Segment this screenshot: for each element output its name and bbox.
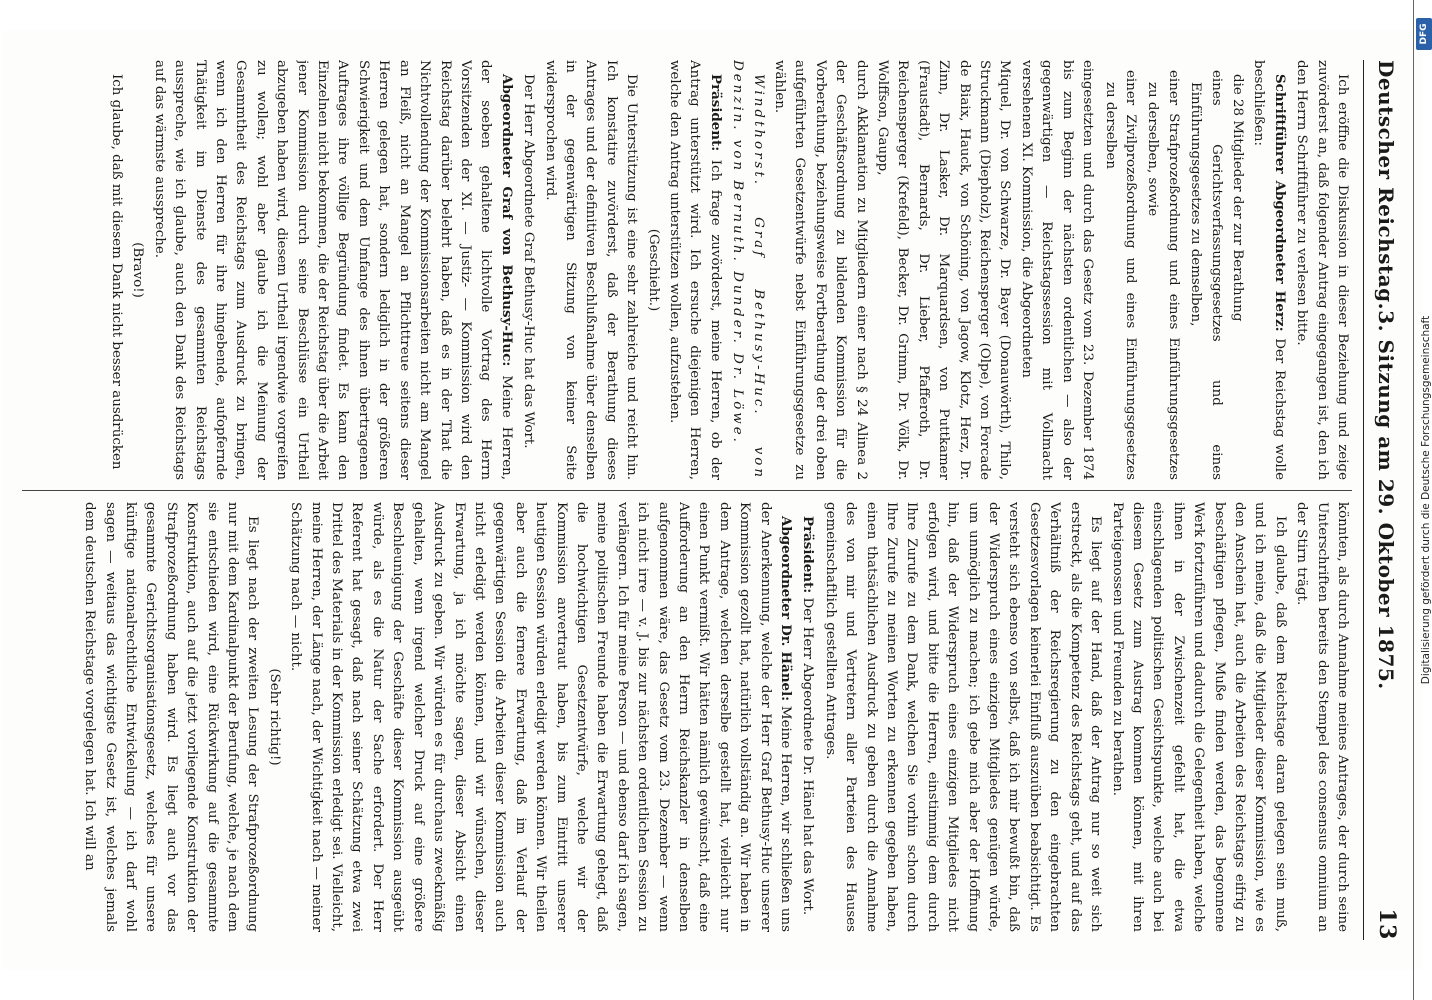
speech-text: Der Herr Abgeordnete Dr. Hänel hat das Wort. <box>800 597 816 916</box>
list-item: einer Zivilprozeßordnung und eines Einführungsgesetzes zu derselben <box>1102 70 1138 480</box>
reaction: (Geschieht.) <box>645 228 661 312</box>
paragraph: Ich glaube, daß mit diesem Dank nicht besser ausdrücken <box>109 74 125 470</box>
paragraph: könnten, als durch Annahme meines Antrages, der durch seine Unterschriften bereits den Stempel des consensus omnium an der Stirn trägt. <box>1294 502 1350 932</box>
paragraph <box>664 60 726 480</box>
list-item: einer Strafprozeßordnung und eines Einführungsgesetzes zu derselben, sowie <box>1145 70 1181 480</box>
speaker-name: Abgeordneter Dr. Hänel: <box>778 516 795 702</box>
paragraph: die 28 Mitglieder der zur Berathung <box>1229 74 1245 322</box>
column-divider <box>22 490 1352 491</box>
paragraph <box>148 60 516 480</box>
speech-text: Meine Herren, der soeben gehaltene lichtvolle Vortrag des Herrn Vorsitzenden der XI. — Justiz- — Kommission wird den Reichstag darüber belehrt haben, daß es in der That die Nichtvollendung der Kommissionsarbeiten nicht am Mangel an Fleiß, nicht an Mangel an Pflichttreue seitens dieser Herren gelegen hat, sondern lediglich in der größeren Schwierigkeit und dem Umfange des ihnen übertragenen Auftrages ihre völlige Begründung findet. Es kann den Einzelnen nicht bekommen, die der Reichstag über die Arbeit jener Kommission durch seine Beschlüsse ein Urtheil abzugeben haben wird, diesem Urtheil irgendwie vorgreifen zu wollen; wohl aber glaube ich die Meinung der Gesammtheit des Reichstags zum Ausdruck zu bringen, wenn ich den Herren für ihre hingebende, aufopfernde Thätigkeit im Dienste des gesammten Reichstags ausspreche, wie ich glaube, auch den Dank des Reichstags auf das wärmste ausspreche. <box>151 60 514 480</box>
right-column <box>12 502 1352 932</box>
header-session: 3. Sitzung am 29. Oktober 1875. <box>1374 310 1398 690</box>
speech-text: Meine Herren, wir schließen uns der Anerkennung, welche der Herr Graf Bethusy-Huc unserer Kommission gezollt hat, natürlich vollständig an. Wir haben in dem Antrage, welchen derselbe gestellt hat, vielleicht nur einen Punkt vermißt. Wir hätten nämlich gewünscht, daß eine Aufforderung an den Herrn Reichskanzler in denselben aufgenommen wäre, das Gesetz vom 23. Dezember — wenn ich nicht irre — v. J. bis zur nächsten ordentlichen Session zu verlängern. Ich für meine Person — und ebenso darf ich sagen, meine politischen Freunde haben die Erwartung gehegt, daß die hochwichtigen Gesetzentwürfe, welche wir der Kommission anvertraut haben, bis zum Eintritt unserer heutigen Session würden erledigt werden können. Wir theilen aber auch die fernere Erwartung, daß im Verlauf der gegenwärtigen Session die Arbeiten dieser Kommission auch nicht erledigt werden können, und wir wünschen, dieser Erwartung, ja ich möchte sagen, dieser Absicht einen Ausdruck zu geben. Wir würden es für durchaus zweckmäßig gehalten, wenn irgend welcher Druck auf eine größere Beschleunigung der Geschäfte dieser Kommission ausgeübt würde, als es die Natur der Sache erfordert. Der Herr Referent hat gesagt, daß nach seiner Schätzung etwa zwei Drittel des Materials in der Kommission erledigt sei. Vielleicht, meine Herren, der Länge nach, der Wichtigkeit nach — meiner Schätzung nach — nicht. <box>288 502 794 932</box>
scanned-page <box>2 30 1422 970</box>
page-number: 13 <box>1374 908 1400 940</box>
paragraph: durch Akklamation zu Mitgliedern einer nach § 24 Alinea 2 der Geschäftsordnung zu bildenden Kommission für die Vorberathung, beziehungsweise Fortberathung der drei oben aufgeführten Gesetzentwürfe nebst Einführungsgesetze zu wählen. <box>772 60 869 480</box>
reaction: (Bravo!) <box>130 242 146 298</box>
list-item: eines Gerichtsverfassungsgesetzes und eines Einführungsgesetzes zu demselben, <box>1188 70 1224 480</box>
page-header <box>1363 60 1404 940</box>
dfg-logo: DFG <box>1416 18 1432 50</box>
speech-text: Der Reichstag wolle beschließen: <box>1251 60 1287 480</box>
funding-credit <box>1419 20 1432 980</box>
header-publication: Deutscher Reichstag. <box>1374 60 1398 311</box>
page-edge-line <box>1413 0 1414 1000</box>
reaction: (Sehr richtig!) <box>266 668 282 766</box>
left-column <box>12 60 1352 480</box>
member-names: Miquel, Dr. von Schwarze, Dr. Bayer (Donauwörth), Thilo, Struckmann (Diepholz), Reichensperger (Olpe), von Forcade de Biaix, Hauck, von Schöning, von Jagow, Klotz, Herz, Dr. Zinn, Dr. Lasker, Dr. Marquardsen, von Puttkamer (Fraustadt), Bernards, Dr. Lieber, Pfafferoth, Dr. Reichensperger (Krefeld), Becker, Dr. Grimm, Dr. Völk, Dr. Wolffson, Gaupp, <box>875 60 1013 480</box>
funding-credit-text: Digitalisierung gefördert durch die Deutsche Forschungsgemeinschaft <box>1420 315 1432 685</box>
paragraph: Es liegt auf der Hand, daß der Antrag nur so weit sich erstreckt, als die Kompetenz des Reichstags geht, und auf das Verhältniß der Reichsregierung zu den eingebrachten Gesetzesvorlagen keinerlei Einfluß auszuüben beabsichtigt. Es versteht sich ebenso von selbst, daß ich mir bewußt bin, daß der Widerspruch eines einzigen Mitgliedes genügen würde, um unmöglich zu machen; ich gebe mich aber der Hoffnung hin, daß der Widerspruch eines einzigen Mitgliedes nicht erfolgen wird, und bitte die Herren, einstimmig dem durch Ihre Zurufe zu dem Dank, welchen Sie vorhin schon durch Ihre Zurufe zu meinen Worten zu erkennen gegeben haben, einen thatsächlichen Ausdruck zu geben durch die Annahme des von mir und Vertretern aller Parteien des Hauses gemeinschaftlich gestellten Antrages. <box>822 502 1104 932</box>
paragraph: eingesetzten und durch das Gesetz vom 23. Dezember 1874 bis zum Beginn der nächsten ordentlichen — also der gegenwärtigen — Reichstagssession mit Vollmacht versehenen XI. Kommission, die Abgeordneten <box>1018 60 1096 480</box>
speech-text: Ich frage zuvörderst, meine Herren, ob der Antrag unterstützt wird. Ich ersuche diejenigen Herren, welche den Antrag unterstützen wollen, aufzustehen. <box>667 60 723 480</box>
paragraph: Ich eröffne die Diskussion in dieser Beziehung und zeige zuvörderst an, daß folgender Antrag eingegangen ist, den ich den Herrn Schriftführer zu verlesen bitte. <box>1294 60 1350 480</box>
paragraph: Der Herr Abgeordnete Graf Bethusy-Huc hat das Wort. <box>521 74 537 449</box>
speaker-name: Abgeordneter Graf von Bethusy-Huc: <box>498 74 515 367</box>
speaker-name: Präsident: <box>707 74 724 152</box>
paragraph: Ich glaube, daß dem Reichstage daran gelegen sein muß, und ich meine, daß die Mitglieder dieser Kommission, wie es den Anschein hat, auch die Arbeiten des Reichstags eifrig zu beschäftigen pflegen, Muße finden werden, das begonnene Werk fortzuführen und dadurch die Gelegenheit haben, welche ihnen in der Zwischenzeit gefehlt hat, die etwa einschlagenden politischen Gesichtspunkte, welche auch bei diesem Gesetz zum Austrag kommen können, mit ihren Parteigenossen und Freunden zu berathen. <box>1109 502 1288 932</box>
paragraph: Die Unterstützung ist eine sehr zahlreiche und reicht hin. Ich konstatire zuvörderst, daß der Berathung dieses Antrages und der definitiven Beschlußnahme über denselben in der gegenwärtigen Sitzung von keiner Seite widersprochen wird. <box>542 60 640 480</box>
signatories: Windthorst. Graf Bethusy-Huc. von Denzin. von Bernuth. Dunder. Dr. Löwe. <box>730 60 766 480</box>
paragraph <box>1248 60 1290 480</box>
speaker-name: Präsident: <box>800 516 817 594</box>
paragraph <box>797 502 818 932</box>
paragraph <box>285 502 796 932</box>
paragraph: Es liegt nach der zweiten Lesung der Strafprozeßordnung nur mit dem Kardinalpunkt der Berufung, welche, je nach dem sie entschieden wird, eine Rückwirkung auf die gesammte Konstruktion, auch auf die jetzt vorliegende Konstruktion der Strafprozeßordnung haben wird. Es liegt auch vor das gesammte Gerichtsorganisationsgesetz, welches für unsere künftige nationalrechtliche Entwickelung — ich darf wohl sagen — weitaus das wichtigste Gesetz ist, welches jemals dem deutschen Reichstage vorgelegen hat. Ich will an <box>82 502 261 932</box>
speaker-name: Schriftführer Abgeordneter Herz: <box>1271 74 1288 332</box>
